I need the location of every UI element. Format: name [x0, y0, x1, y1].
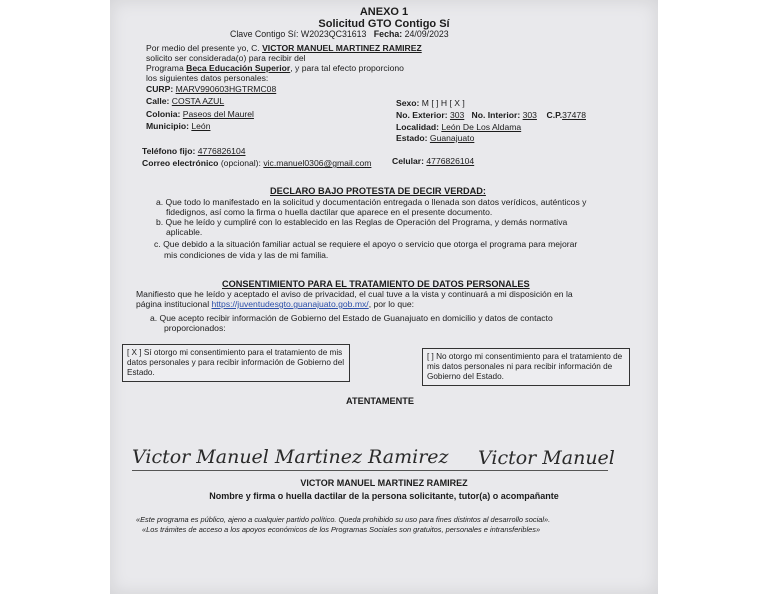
consent-p2-suffix: , por lo que:	[368, 299, 415, 309]
estado-row	[396, 133, 474, 143]
clave-label: Clave Contigo Sí:	[230, 29, 299, 39]
sexo-row	[396, 98, 465, 108]
declaro-c-1: c. Que debido a la situación familiar actual se requiere el apoyo o servicio que otorga el programa para mejorar	[154, 239, 578, 249]
intro-prefix: Por medio del presente yo, C.	[146, 43, 260, 53]
colonia-value: Paseos del Maurel	[182, 109, 254, 119]
curp-row	[146, 84, 276, 94]
correo-row	[142, 158, 371, 168]
consent-a-2: proporcionados:	[164, 323, 226, 333]
ext-label: No. Exterior:	[396, 110, 448, 120]
celular-value: 4776826104	[426, 156, 475, 166]
footer-line-1: «Este programa es público, ajeno a cualquier partido político. Queda prohibido su uso para fines distintos al desarrollo social».	[136, 515, 551, 524]
municipio-row	[146, 121, 210, 131]
privacy-url-link[interactable]: https://juventudesgto.guanajuato.gob.mx/	[211, 299, 369, 309]
clave-value: W2023QC31613	[300, 29, 367, 39]
declaro-b-2: aplicable.	[166, 227, 203, 237]
int-value: 303	[522, 110, 537, 120]
localidad-label: Localidad:	[396, 122, 439, 132]
annex-title: ANEXO 1	[359, 6, 409, 18]
handwritten-signature: Victor Manuel Martinez Ramirez	[132, 446, 449, 468]
localidad-row	[396, 122, 521, 132]
colonia-label: Colonia:	[146, 109, 181, 119]
consent-no-box[interactable]: [ ] No otorgo mi consentimiento para el tratamiento de mis datos personales ni para recibir información de Gobierno del Estado.	[422, 348, 630, 386]
curp-label: CURP:	[146, 84, 174, 94]
municipio-value: León	[191, 121, 211, 131]
int-label: No. Interior:	[471, 110, 521, 120]
celular-row	[392, 156, 474, 166]
telefono-row	[142, 146, 246, 156]
program-name: Beca Educación Superior	[186, 63, 291, 73]
declaro-c-2: mis condiciones de vida y las de mi familia.	[164, 250, 329, 260]
form-subtitle: Solicitud GTO Contigo Sí	[318, 18, 450, 30]
applicant-name: VICTOR MANUEL MARTINEZ RAMIREZ	[262, 43, 422, 53]
intro-line-2: solicito ser considerada(o) para recibir del	[146, 53, 306, 63]
telefono-value: 4776826104	[197, 146, 246, 156]
signature-line	[132, 470, 608, 471]
consent-yes-box[interactable]: [ X ] Sí otorgo mi consentimiento para el tratamiento de mis datos personales y para recibir información de Gobierno del Estado.	[122, 344, 350, 382]
colonia-row	[146, 109, 254, 119]
consent-p2-prefix: página institucional	[136, 299, 210, 309]
consent-p-2	[136, 299, 414, 309]
document-page	[110, 0, 658, 594]
numero-row	[396, 110, 586, 120]
declaro-b-1: b. Que he leído y cumpliré con lo establecido en las Reglas de Operación del Programa, y demás normativa	[156, 217, 568, 227]
clave-row	[230, 29, 449, 39]
localidad-value: León De Los Aldama	[441, 122, 522, 132]
calle-value: COSTA AZUL	[171, 96, 225, 106]
ext-value: 303	[449, 110, 465, 120]
consent-p-1: Manifiesto que he leído y aceptado el aviso de privacidad, el cual tuve a la vista y continuará a mi disposición en la	[136, 289, 573, 299]
program-prefix: Programa	[146, 63, 184, 73]
municipio-label: Municipio:	[146, 121, 189, 131]
cp-label: C.P.	[546, 110, 563, 120]
fecha-value: 24/09/2023	[404, 29, 449, 39]
declaro-a-1: a. Que todo lo manifestado en la solicitud y documentación entregada o llenada son datos verídicos, auténticos y	[156, 197, 587, 207]
intro-line-4: los siguientes datos personales:	[146, 73, 269, 83]
footer-line-2: «Los trámites de acceso a los apoyos económicos de los Programas Sociales son gratuitos, personales e intransferibles»	[142, 525, 541, 534]
declaro-a-2: fidedignos, así como la firma o huella dactilar que aparece en el presente documento.	[166, 207, 493, 217]
curp-value: MARV990603HGTRMC08	[175, 84, 277, 94]
correo-value: vic.manuel0306@gmail.com	[263, 158, 372, 168]
printed-name: VICTOR MANUEL MARTINEZ RAMIREZ	[300, 478, 468, 488]
signature-caption: Nombre y firma o huella dactilar de la persona solicitante, tutor(a) o acompañante	[209, 491, 559, 501]
handwritten-signature-extra: Victor Manuel	[478, 447, 615, 469]
intro-line-3	[146, 63, 404, 73]
celular-label: Celular:	[392, 156, 424, 166]
cp-value: 37478	[562, 110, 586, 120]
consent-a-1: a. Que acepto recibir información de Gobierno del Estado de Guanajuato en domicilio y datos de contacto	[150, 313, 553, 323]
estado-label: Estado:	[396, 133, 428, 143]
fecha-label: Fecha:	[373, 29, 403, 39]
program-suffix: , y para tal efecto proporciono	[290, 63, 404, 73]
sexo-value: M [ ] H [ X ]	[421, 98, 465, 108]
correo-label: Correo electrónico	[142, 158, 219, 168]
sexo-label: Sexo:	[396, 98, 420, 108]
atentamente-label: ATENTAMENTE	[346, 396, 415, 406]
correo-optional: (opcional):	[220, 158, 261, 168]
telefono-label: Teléfono fijo:	[142, 146, 196, 156]
consent-title: CONSENTIMIENTO PARA EL TRATAMIENTO DE DATOS PERSONALES	[222, 279, 530, 289]
calle-label: Calle:	[146, 96, 170, 106]
calle-row	[146, 96, 224, 106]
declaro-title: DECLARO BAJO PROTESTA DE DECIR VERDAD:	[270, 186, 486, 196]
intro-line-1	[146, 43, 422, 53]
estado-value: Guanajuato	[429, 133, 475, 143]
